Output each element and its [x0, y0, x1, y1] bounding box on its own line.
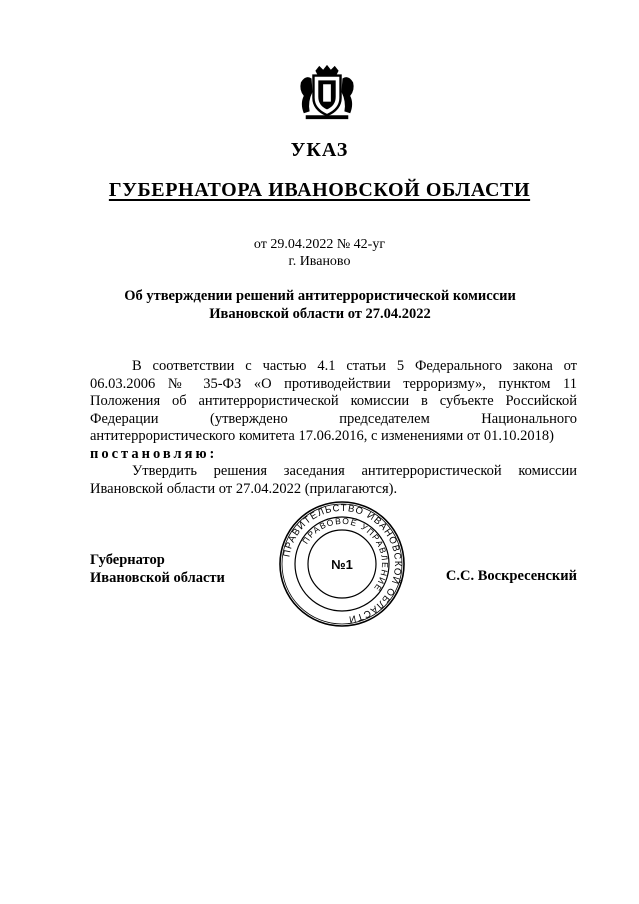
signer-title: Губернатор Ивановской области	[90, 552, 225, 586]
svg-text:ПРАВИТЕЛЬСТВО ИВАНОВСКОЙ ОБЛАС: ПРАВИТЕЛЬСТВО ИВАНОВСКОЙ ОБЛАСТИ	[281, 502, 404, 625]
resolution-paragraph: Утвердить решения заседания антитеррористической комиссии Ивановской области от 27.04.2022 (прилагаются).	[90, 463, 577, 497]
official-stamp	[276, 498, 408, 630]
svg-text:№1: №1	[331, 557, 353, 572]
document-subject: Об утверждении решений антитеррористической комиссии Ивановской области от 27.04.2022	[124, 288, 516, 322]
decree-word: постановляю:	[90, 445, 218, 462]
city: г. Иваново	[288, 254, 351, 269]
date-number: от 29.04.2022 № 42-уг	[253, 237, 386, 252]
signer-name: С.С. Воскресенский	[445, 568, 577, 584]
document-meta	[0, 236, 639, 270]
document-title: УКАЗ	[290, 139, 349, 161]
document-body	[90, 358, 577, 498]
coat-of-arms-icon	[298, 63, 356, 121]
svg-text:ПРАВОВОЕ УПРАВЛЕНИЕ: ПРАВОВОЕ УПРАВЛЕНИЕ	[300, 515, 391, 594]
preamble-paragraph: В соответствии с частью 4.1 статьи 5 Федерального закона от 06.03.2006 № 35-ФЗ «О противодействии терроризму», пунктом 11 Положения об антитеррористической комиссии в субъекте Российской Федерации (утверждено председателем Национального антитеррористического комитета 17.06.2016, с изменениями от 01.10.2018)	[90, 358, 577, 444]
document-issuer: ГУБЕРНАТОРА ИВАНОВСКОЙ ОБЛАСТИ	[108, 179, 531, 201]
